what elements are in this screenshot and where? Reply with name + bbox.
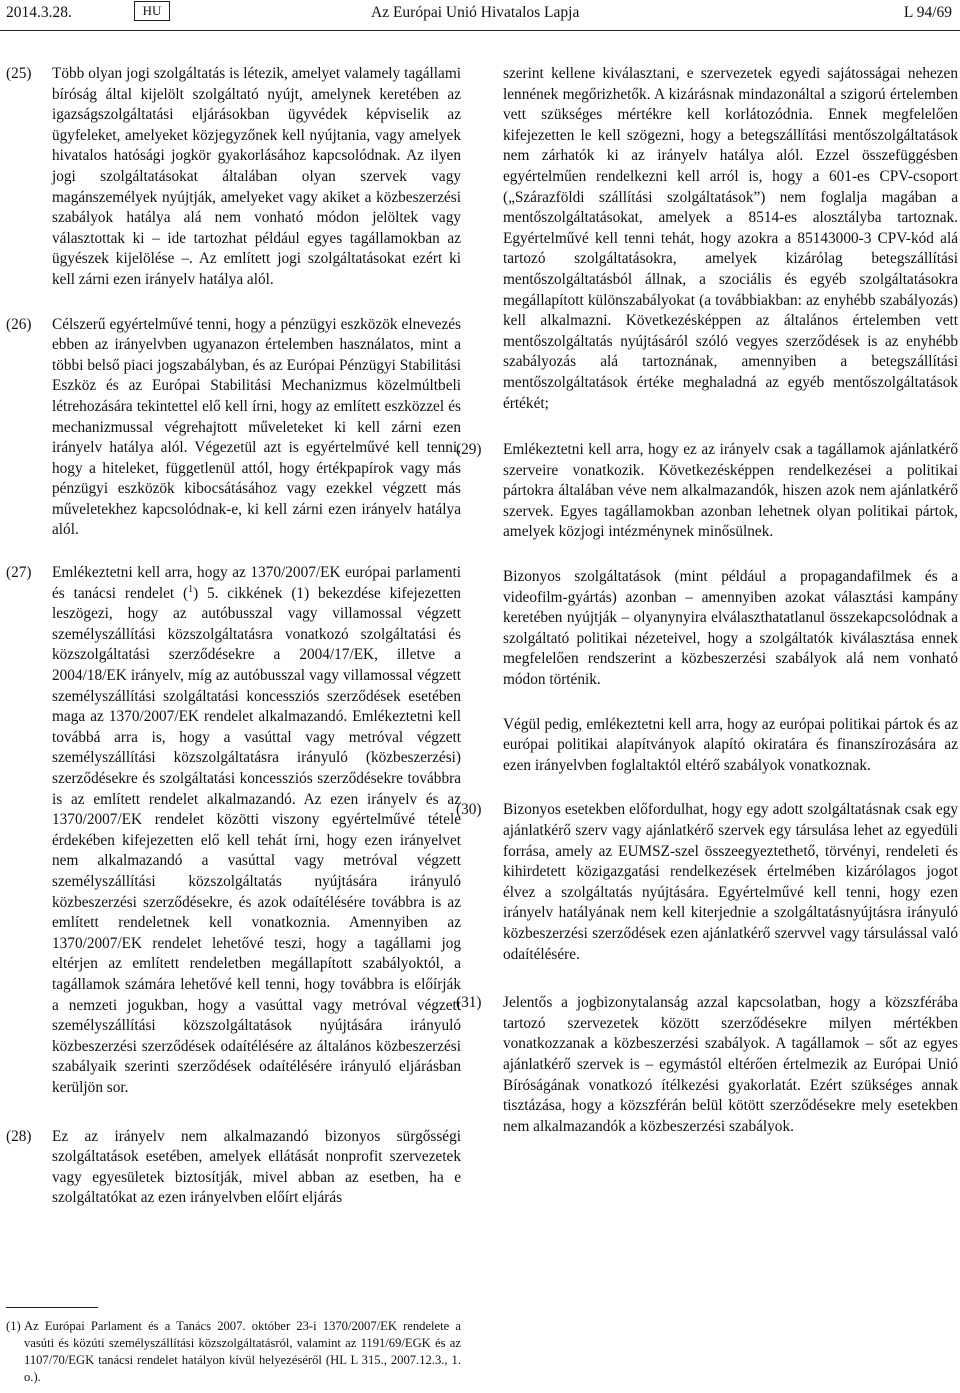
- page-reference: L 94/69: [903, 4, 952, 21]
- page-header: [0, 0, 960, 30]
- footnote: [6, 1318, 461, 1386]
- recital-text: Bizonyos esetekben előfordulhat, hogy egy adott szolgáltatásnak csak egy ajánlatkérő szerv vagy ajánlatkérő szervek egy társulása lehet az egyedüli forrása, amely az EUMSZ-szel összeegyeztethető, törvényi, rendeleti és kihirdetett közigazgatási rendelkezések értelmében kizárólagos jogot élvez a szolgáltatás nyújtására. Egyértelművé kell tenni, hogy ezen irányelv hatályának nem kell kiterjednie a szolgáltatásnyújtásra irányuló közbeszerzési szerződések ezen ajánlatkérő szervvel vagy társulással való odaítélésére.: [503, 801, 958, 963]
- recital-number: (29): [456, 441, 482, 459]
- recital-number: (26): [6, 315, 32, 333]
- journal-title: Az Európai Unió Hivatalos Lapja: [371, 4, 580, 21]
- recital-number: (25): [6, 65, 32, 82]
- recital-number: (28): [6, 1127, 32, 1145]
- recital-number: (27): [6, 564, 32, 582]
- footnote-text: Az Európai Parlament és a Tanács 2007. október 23-i 1370/2007/EK rendelete a vasúti és közúti személyszállítási közszolgáltatásról, valamint az 1191/69/EGK és az 1107/70/EGK tanácsi rendelet hatályon kívül helyezéséről (HL L 315., 2007.12.3., 1. o.).: [24, 1319, 461, 1384]
- publication-date: 2014.3.28.: [6, 4, 72, 21]
- recital-30: [456, 800, 958, 965]
- recital-28: [6, 1127, 461, 1209]
- left-column: [6, 64, 461, 1209]
- recital-text: Több olyan jogi szolgáltatás is létezik, amelyet valamely tagállami bíróság által kijelölt szolgáltató nyújt, amelynek keretében az igazságszolgáltatási eljárásokban ügyvédek képviselik az ügyfeleket, amelyeket közjegyzőnek kell nyújtania, vagy amelyek hivatalos hatósági jogkör gyakorlásához kapcsolódnak. Az ilyen jogi szolgáltatásokat általában olyan szervek vagy magánszemélyek nyújtják, amelyeket vagy akiket a közbeszerzési szabályok hatálya alá nem vonható módon jelöltek vagy választottak ki – ide tartozhat például egyes tagállamokban az ügyészek kijelölése –. Az említett jogi szolgáltatásokat ezért ki kell zárni ezen irányelv hatálya alól.: [52, 65, 461, 288]
- recital-text: Emlékeztetni kell arra, hogy ez az irányelv csak a tagállamok ajánlatkérő szerveire vonatkozik. Következésképpen rendelkezései a politikai pártokra általában véve nem alkalmazandók, hiszen azok nem ajánlatkérő szervek. Egyes tagállamokban azonban lehetnek olyan politikai pártok, amelyek közjogi intézménynek minősülnek.: [503, 441, 958, 541]
- footnote-reference[interactable]: 1: [188, 583, 194, 595]
- recital-text: Jelentős a jogbizonytalanság azzal kapcsolatban, hogy a közszférába tartozó szervezetek között szerződésekre milyen mértékben vonatkozzanak a közbeszerzési szabályok. A tagállamok – sőt az egyes ajánlatkérő szervek is – egymástól eltérően értelmezik az Európai Unió Bíróságának vonatkozó ítélkezési gyakorlatát. Ezért szükséges annak tisztázása, hogy a közszférán belül kötött szerződésekre mely esetekben nem alkalmazandók a közbeszerzési szabályok.: [503, 994, 958, 1135]
- recital-25: [6, 64, 461, 291]
- language-badge: HU: [134, 1, 170, 21]
- recital-paragraph: Végül pedig, emlékeztetni kell arra, hogy az európai politikai pártok és az európai politikai alapítványok alapító okiratára és finanszírozására az ezen irányelvben foglaltaktól eltérő szabályok vonatkoznak.: [503, 715, 958, 774]
- recital-28-continuation: szerint kellene kiválasztani, e szervezetek egyedi sajátosságai nehezen lennének megőrizhetők. A kizárásnak mindazonáltal a szigorú értelemben vett szükséges mértékre kell korlátozódnia. Ennek megfelelően kifejezetten le kell szögezni, hogy a betegszállítási mentőszolgáltatások nem zárhatók ki az irányelv hatálya alól. Ezzel összefüggésben egyértelműen rendelkezni kell arról is, hogy a 601-es CPV-csoport („Szárazföldi szállítási szolgáltatások”) nem foglalja magában a mentőszolgáltatásokat, amelyek a 8514-es alosztályba tartoznak. Egyértelművé kell tenni tehát, hogy azokra a 85143000-3 CPV-kód alá tartozó szolgáltatásokra, amelyek kizárólag betegszállítási mentőszolgáltatásból állnak, a szociális és egyéb szolgáltatásokra megállapított különszabályokat (a továbbiakban: az enyhébb szabályozás) kell alkalmazni. Következésképpen az általános értelemben vett mentőszolgáltatás nyújtásáról szóló vegyes szerződések is az enyhébb szabályozás alá tartoznának, amennyiben a betegszállítási mentőszolgáltatások értéke meghaladná az egyéb mentőszolgáltatások értékét;: [503, 65, 958, 412]
- recital-number: (30): [456, 801, 482, 819]
- header-divider: [0, 30, 960, 31]
- recital-31: [456, 993, 958, 1137]
- recital-text: Ez az irányelv nem alkalmazandó bizonyos sürgősségi szolgáltatások esetében, amelyek ellátását nonprofit szervezetek vagy egyesületek biztosítják, mivel abban az esetben, ha e szolgáltatókat az ezen irányelvben előírt eljárás: [52, 1127, 461, 1207]
- recital-26: [6, 315, 461, 542]
- recital-29: [456, 440, 958, 776]
- recital-number: (31): [456, 994, 482, 1012]
- footnote-divider: [6, 1307, 98, 1308]
- footnote-marker: (1): [6, 1319, 21, 1333]
- recital-text: Célszerű egyértelművé tenni, hogy a pénzügyi eszközök elnevezés ebben az irányelvben ugyanazon értelemben használatos, mint a többi belső piaci jogszabályban, és az Európai Pénzügyi Stabilitási Eszköz és az Európai Stabilitási Mechanizmus közelmúltbeli létrehozására tekintettel elő kell írni, hogy az említett eszközzel és mechanizmussal végrehajtott műveleteket ki kell zárni ezen irányelv hatálya alól. Végezetül azt is egyértelművé kell tenni, hogy a hiteleket, függetlenül attól, hogy értékpapírok vagy más pénzügyi eszközök kibocsátásához vagy ezekkel végzett más műveletekhez kapcsolódnak-e, ki kell zárni ezen irányelv hatálya alól.: [52, 315, 461, 539]
- recital-text: Emlékeztetni kell arra, hogy az 1370/2007/EK európai parlamenti és tanácsi rendelet ($^1$) 5. cikkének (1) bekezdése kifejezetten leszögezi, hogy az autóbusszal vagy villamossal végzett személyszállítási közszolgáltatásra vonatkozó szolgáltatási és közszolgáltatási szerződésekre a 2004/17/EK, illetve a 2004/18/EK irányelv, míg az autóbusszal vagy villamossal végzett személyszállítási szolgáltatási koncessziós szerződések esetében maga az 1370/2007/EK rendelet alkalmazandó. Emlékeztetni kell továbbá arra is, hogy a vasúttal vagy metróval végzett személyszállítási közszolgáltatásra irányuló (közbeszerzési) szerződésekre és szolgáltatási koncessziós szerződésekre továbbra is az említett rendelet alkalmazandó. Az ezen irányelv és az 1370/2007/EK rendelet közötti viszony egyértelművé tétele érdekében kifejezetten elő kell tehát írni, hogy ezen irányelvet nem alkalmazandó a vasúttal vagy metróval végzett személyszállítási közszolgáltatás nyújtására irányuló közbeszerzési szerződésekre, és azok odaítélésére továbbra is az említett rendeletnek kell vonatkoznia. Amennyiben az 1370/2007/EK rendelet lehetővé teszi, hogy a tagállami jog eltérjen az említett rendeletben megállapított szabályoktól, a tagállamok számára lehetővé kell tenni, hogy továbbra is előírják a nemzeti jogukban, hogy a vasúttal vagy metróval végzett személyszállítási közszolgáltatások nyújtására irányuló közbeszerzési szerződések odaítélésére az általános közbeszerzési szabályaik szerinti szerződések odaítélésére irányuló eljárásban kerüljön sor.: [52, 564, 462, 1096]
- recital-paragraph: Bizonyos szolgáltatások (mint például a propagandafilmek és a videofilm-gyártás) azonban – amennyiben azokat választási kampány keretében nyújtják – olyanynyira elválaszthatatlanul összekapcsolódnak a szolgáltató politikai nézeteivel, hogy a szolgáltatók kiválasztása ennek megfelelően rendszerint a közbeszerzési szabályok alá nem vonható módon történik.: [503, 568, 958, 689]
- recital-27: [6, 563, 461, 1098]
- right-column: [456, 64, 958, 1137]
